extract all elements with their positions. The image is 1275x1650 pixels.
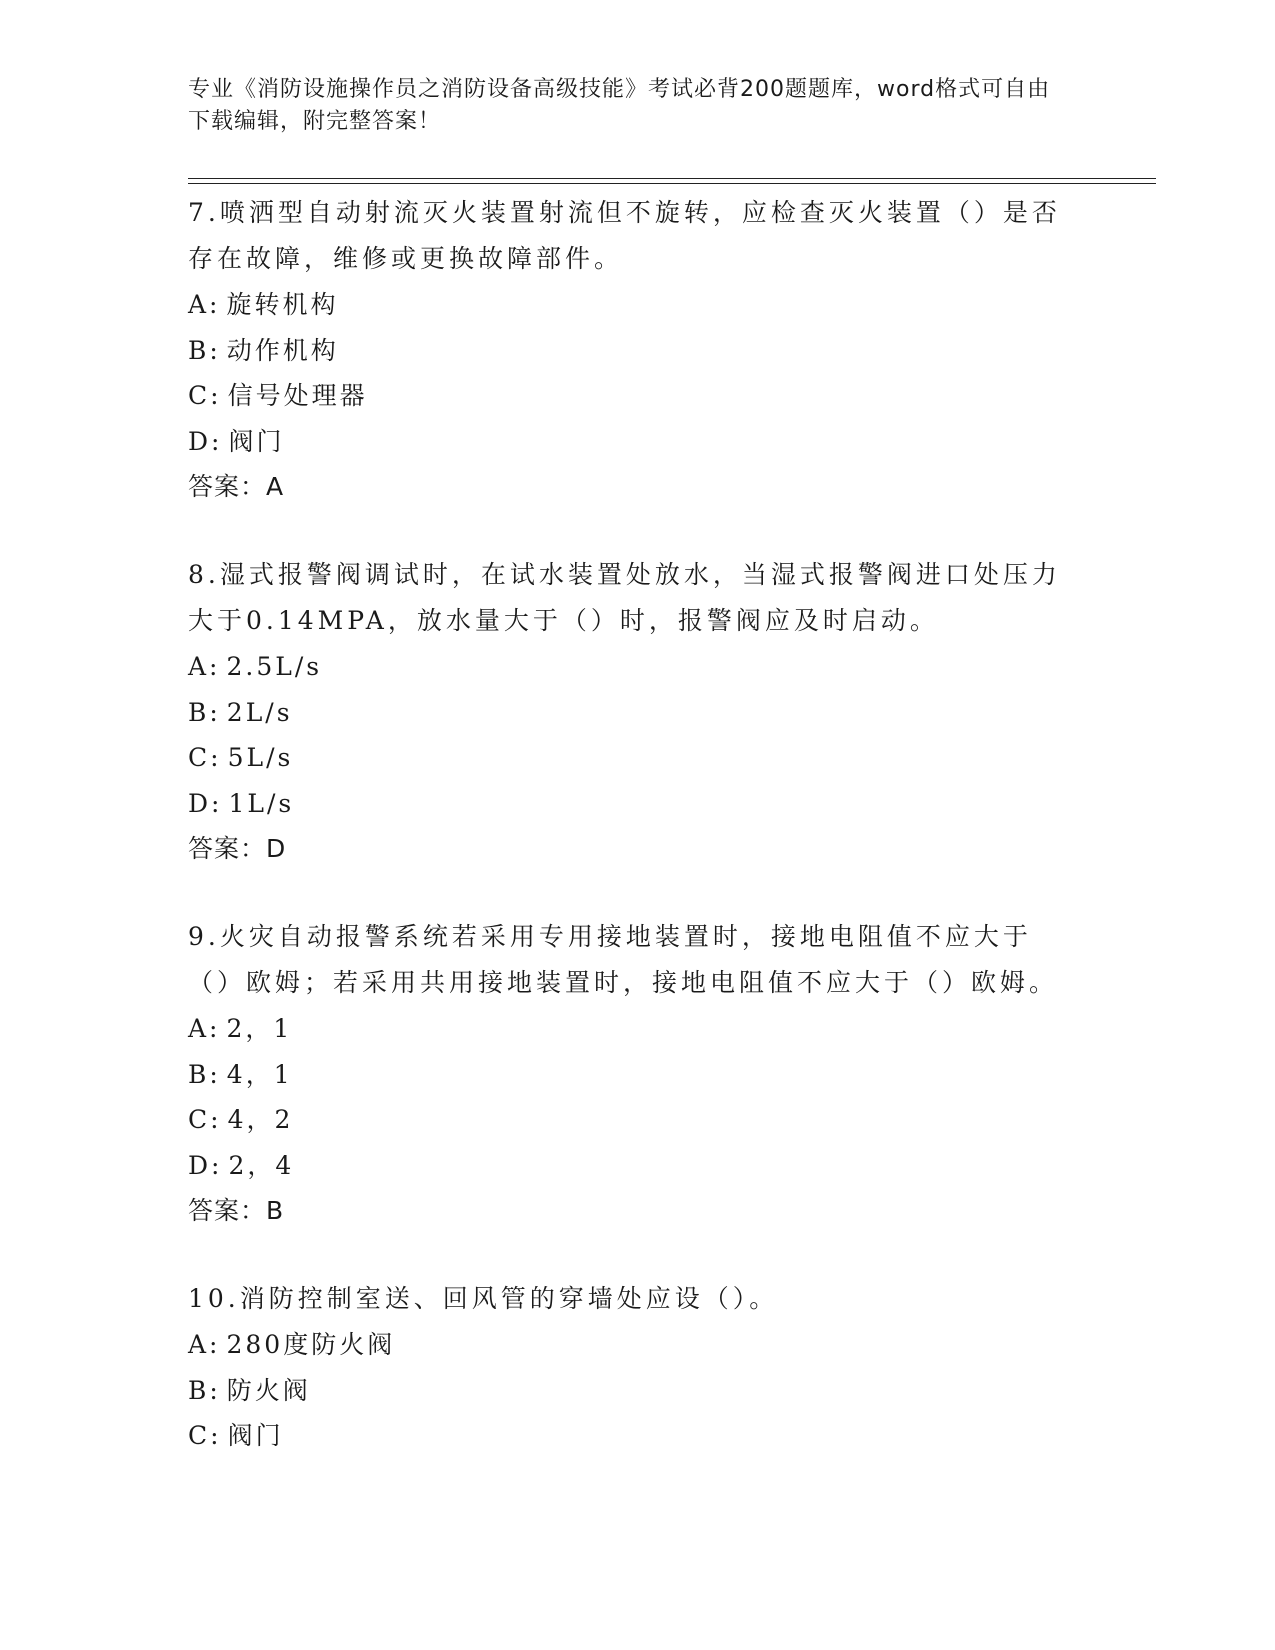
option-letter: D: bbox=[188, 426, 223, 456]
header-divider-bottom bbox=[188, 183, 1156, 184]
option-c bbox=[188, 373, 1068, 419]
option-text: 280度防火阀 bbox=[226, 1330, 396, 1359]
option-b bbox=[188, 1052, 1068, 1098]
option-a bbox=[188, 1006, 1068, 1052]
option-b bbox=[188, 690, 1068, 736]
option-letter: C: bbox=[188, 1421, 222, 1450]
question-stem: 8.湿式报警阀调试时，在试水装置处放水，当湿式报警阀进口处压力大于0.14MPA，放水量大于（）时，报警阀应及时启动。 bbox=[188, 560, 1061, 635]
question-10 bbox=[188, 1276, 1068, 1459]
option-text: 5L/s bbox=[227, 743, 294, 772]
question-list bbox=[188, 190, 1068, 1501]
question-stem: 10.消防控制室送、回风管的穿墙处应设（）。 bbox=[188, 1284, 779, 1313]
option-text: 旋转机构 bbox=[226, 290, 339, 319]
option-c bbox=[188, 1097, 1068, 1143]
option-text: 1L/s bbox=[228, 788, 295, 818]
option-c bbox=[188, 735, 1068, 781]
option-text: 阀门 bbox=[228, 426, 285, 456]
option-a bbox=[188, 282, 1068, 328]
option-letter: C: bbox=[188, 1105, 222, 1134]
option-letter: B: bbox=[188, 1059, 221, 1089]
option-a bbox=[188, 644, 1068, 690]
option-text: 2L/s bbox=[226, 697, 293, 727]
option-letter: B: bbox=[188, 335, 221, 365]
question-8 bbox=[188, 552, 1068, 872]
option-c bbox=[188, 1413, 1068, 1459]
answer-line: 答案：B bbox=[188, 1196, 285, 1225]
option-text: 2，4 bbox=[228, 1150, 295, 1180]
answer-line: 答案：D bbox=[188, 834, 287, 863]
option-text: 动作机构 bbox=[226, 335, 339, 365]
option-d bbox=[188, 781, 1068, 827]
option-text: 防火阀 bbox=[226, 1375, 311, 1405]
question-stem: 7.喷洒型自动射流灭火装置射流但不旋转，应检查灭火装置（）是否存在故障，维修或更换故障部件。 bbox=[188, 198, 1061, 273]
option-text: 4，1 bbox=[226, 1059, 293, 1089]
option-letter: B: bbox=[188, 1375, 221, 1405]
question-stem: 9.火灾自动报警系统若采用专用接地装置时，接地电阻值不应大于（）欧姆；若采用共用接地装置时，接地电阻值不应大于（）欧姆。 bbox=[188, 922, 1059, 997]
option-letter: A: bbox=[188, 1330, 221, 1359]
header-divider-top bbox=[188, 178, 1156, 179]
question-7 bbox=[188, 190, 1068, 510]
option-b bbox=[188, 328, 1068, 374]
option-d bbox=[188, 1143, 1068, 1189]
option-letter: C: bbox=[188, 743, 222, 772]
document-header: 专业《消防设施操作员之消防设备高级技能》考试必背200题题库，word格式可自由下载编辑，附完整答案！ bbox=[188, 77, 1051, 134]
option-text: 2.5L/s bbox=[226, 652, 323, 681]
question-9 bbox=[188, 914, 1068, 1234]
option-text: 阀门 bbox=[227, 1421, 284, 1450]
option-text: 信号处理器 bbox=[227, 381, 368, 410]
option-d bbox=[188, 419, 1068, 465]
option-text: 2，1 bbox=[226, 1014, 293, 1043]
option-a bbox=[188, 1322, 1068, 1368]
option-letter: D: bbox=[188, 1150, 223, 1180]
option-letter: A: bbox=[188, 290, 221, 319]
option-text: 4，2 bbox=[227, 1105, 294, 1134]
option-b bbox=[188, 1368, 1068, 1414]
option-letter: B: bbox=[188, 697, 221, 727]
answer-line: 答案：A bbox=[188, 472, 285, 501]
option-letter: D: bbox=[188, 788, 223, 818]
option-letter: A: bbox=[188, 652, 221, 681]
option-letter: A: bbox=[188, 1014, 221, 1043]
option-letter: C: bbox=[188, 381, 222, 410]
